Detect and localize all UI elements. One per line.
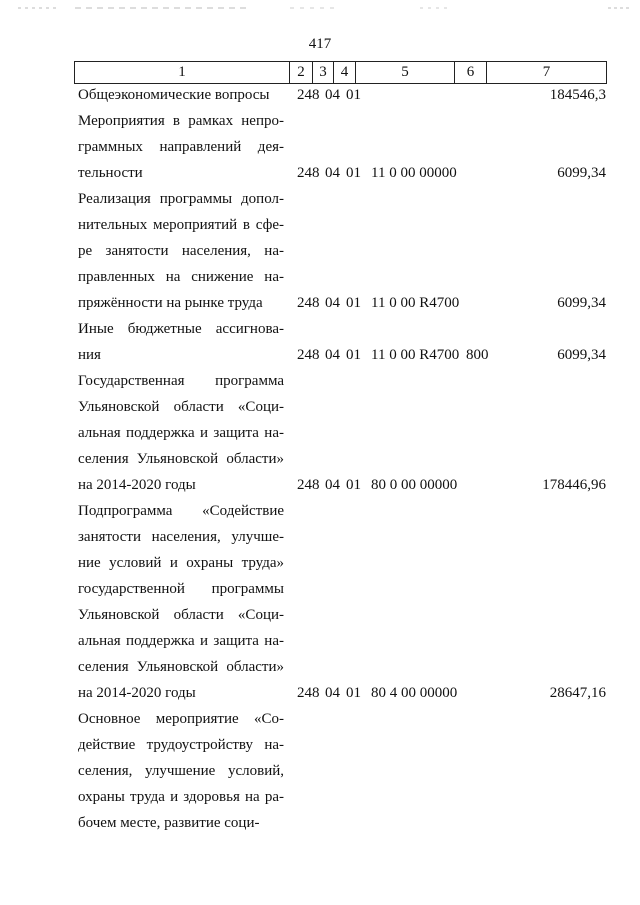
- header-col-4: 4: [334, 62, 356, 83]
- row-name-line: пряжённости на рынке труда: [78, 295, 263, 311]
- row-name-line: занятости населения, улучше-: [78, 529, 284, 545]
- table-row: [0, 316, 640, 368]
- row-col-7: 6099,34: [557, 165, 606, 181]
- row-name-line: на 2014-2020 годы: [78, 477, 196, 493]
- row-name: [78, 706, 284, 836]
- row-name-line: альная поддержка и защита на-: [78, 633, 284, 649]
- page-number: 417: [308, 36, 332, 52]
- row-col-5: 80 0 00 00000: [371, 477, 458, 493]
- header-col-5: 5: [356, 62, 455, 83]
- header-col-1: 1: [75, 62, 290, 83]
- row-col-3: 04: [325, 685, 340, 701]
- row-col-2: 248: [297, 295, 320, 311]
- row-name-line: на 2014-2020 годы: [78, 685, 196, 701]
- row-name: [78, 186, 284, 316]
- row-name-line: Мероприятия в рамках непро-: [78, 113, 284, 129]
- row-name: [78, 368, 284, 498]
- table-row: [0, 498, 640, 706]
- table-row: [0, 706, 640, 836]
- row-col-3: 04: [325, 347, 340, 363]
- table-row: [0, 82, 640, 108]
- row-col-7: 28647,16: [549, 685, 606, 701]
- row-col-5: 80 4 00 00000: [371, 685, 458, 701]
- row-col-4: 01: [346, 87, 361, 103]
- row-name-line: ния: [78, 347, 101, 363]
- row-col-4: 01: [346, 477, 361, 493]
- row-col-4: 01: [346, 685, 361, 701]
- row-name-line: Реализация программы допол-: [78, 191, 284, 207]
- budget-table-body: [0, 82, 640, 836]
- row-name-line: граммных направлений дея-: [78, 139, 284, 155]
- row-name-line: селения Ульяновской области»: [78, 659, 284, 675]
- row-name-line: ре занятости населения, на-: [78, 243, 284, 259]
- row-col-4: 01: [346, 295, 361, 311]
- table-row: [0, 186, 640, 316]
- header-col-3: 3: [313, 62, 334, 83]
- row-col-2: 248: [297, 477, 320, 493]
- row-name-line: селения Ульяновской области»: [78, 451, 284, 467]
- row-col-4: 01: [346, 165, 361, 181]
- row-col-7: 6099,34: [557, 347, 606, 363]
- row-col-2: 248: [297, 347, 320, 363]
- table-header-row: [74, 61, 607, 84]
- row-col-3: 04: [325, 295, 340, 311]
- row-name-line: нительных мероприятий в сфе-: [78, 217, 284, 233]
- header-col-6: 6: [455, 62, 487, 83]
- row-col-7: 184546,3: [549, 87, 606, 103]
- row-col-2: 248: [297, 87, 320, 103]
- header-col-2: 2: [290, 62, 313, 83]
- header-col-7: 7: [542, 64, 551, 80]
- row-col-7: 6099,34: [557, 295, 606, 311]
- row-name-line: бочем месте, развитие соци-: [78, 815, 260, 831]
- row-name-line: Ульяновской области «Соци-: [78, 607, 284, 623]
- row-name-line: правленных на снижение на-: [78, 269, 284, 285]
- row-name-line: Подпрограмма «Содействие: [78, 503, 284, 519]
- row-name-line: действие трудоустройству на-: [78, 737, 284, 753]
- row-col-2: 248: [297, 685, 320, 701]
- row-name-line: селения, улучшение условий,: [78, 763, 284, 779]
- row-col-5: 11 0 00 R4700: [371, 347, 460, 363]
- row-col-3: 04: [325, 165, 340, 181]
- row-name: [78, 498, 284, 706]
- row-col-5: 11 0 00 00000: [371, 165, 457, 181]
- row-col-3: 04: [325, 477, 340, 493]
- row-name-line: Государственная программа: [78, 373, 284, 389]
- row-col-7: 178446,96: [542, 477, 606, 493]
- row-name-line: альная поддержка и защита на-: [78, 425, 284, 441]
- row-name-line: государственной программы: [78, 581, 284, 597]
- row-name: [78, 108, 284, 186]
- row-col-3: 04: [325, 87, 340, 103]
- row-name: [78, 316, 284, 368]
- row-name-line: охраны труда и здоровья на ра-: [78, 789, 284, 805]
- table-row: [0, 108, 640, 186]
- scan-artifact-marks: [0, 6, 640, 10]
- row-col-4: 01: [346, 347, 361, 363]
- table-row: [0, 368, 640, 498]
- row-col-5: 11 0 00 R4700: [371, 295, 460, 311]
- row-name-line: Ульяновской области «Соци-: [78, 399, 284, 415]
- row-name: [78, 82, 284, 108]
- row-name-line: Общеэкономические вопросы: [78, 87, 270, 103]
- row-name-line: ние условий и охраны труда»: [78, 555, 284, 571]
- row-name-line: тельности: [78, 165, 143, 181]
- row-name-line: Основное мероприятие «Со-: [78, 711, 284, 727]
- row-col-2: 248: [297, 165, 320, 181]
- row-name-line: Иные бюджетные ассигнова-: [78, 321, 284, 337]
- row-col-6: 800: [466, 347, 489, 363]
